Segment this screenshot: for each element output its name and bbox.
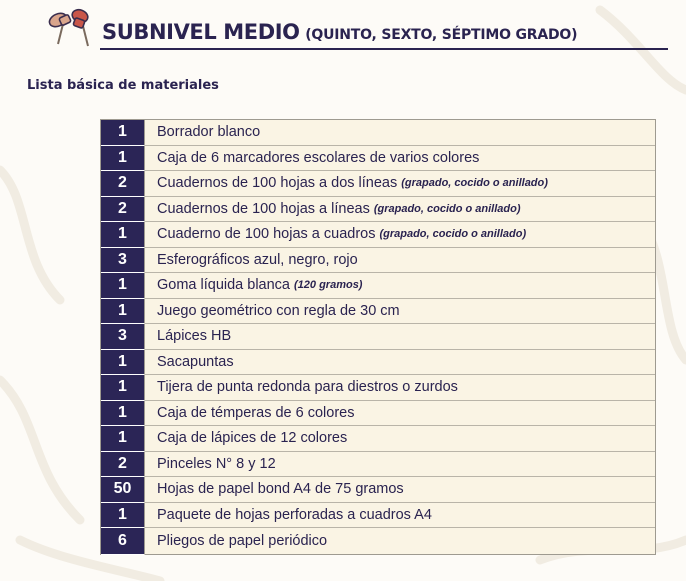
table-row xyxy=(101,401,655,427)
quantity-cell: 1 xyxy=(101,426,145,452)
title-divider xyxy=(100,48,668,50)
materials-table xyxy=(100,119,656,555)
item-label: Hojas de papel bond A4 de 75 gramos xyxy=(157,481,404,498)
item-label: Cuadernos de 100 hojas a dos líneas xyxy=(157,175,398,192)
quantity-cell: 1 xyxy=(101,222,145,248)
item-cell xyxy=(145,273,655,298)
quantity-cell: 6 xyxy=(101,528,145,555)
item-cell xyxy=(145,171,655,196)
item-label: Cuadernos de 100 hojas a líneas xyxy=(157,200,370,217)
item-note: (grapado, cocido o anillado) xyxy=(401,177,548,190)
item-cell xyxy=(145,324,655,349)
table-row xyxy=(101,299,655,325)
table-row xyxy=(101,528,655,554)
item-cell xyxy=(145,222,655,247)
quantity-cell: 1 xyxy=(101,401,145,427)
item-note: (grapado, cocido o anillado) xyxy=(379,228,527,241)
table-row xyxy=(101,324,655,350)
table-row xyxy=(101,375,655,401)
table-row xyxy=(101,426,655,452)
quantity-cell: 3 xyxy=(101,324,145,350)
item-label: Goma líquida blanca xyxy=(157,277,290,294)
quantity-cell: 1 xyxy=(101,350,145,376)
table-row xyxy=(101,477,655,503)
quantity-cell: 1 xyxy=(101,146,145,172)
section-subtitle: Lista básica de materiales xyxy=(27,78,219,93)
table-row xyxy=(101,197,655,223)
item-label: Pliegos de papel periódico xyxy=(157,532,328,549)
item-cell xyxy=(145,299,655,324)
item-label: Paquete de hojas perforadas a cuadros A4 xyxy=(157,506,432,523)
item-label: Tijera de punta redonda para diestros o zurdos xyxy=(157,379,458,396)
table-row xyxy=(101,120,655,146)
item-label: Esferográficos azul, negro, rojo xyxy=(157,251,358,268)
item-note: (grapado, cocido o anillado) xyxy=(373,202,521,215)
quantity-cell: 3 xyxy=(101,248,145,274)
table-row xyxy=(101,350,655,376)
item-label: Caja de lápices de 12 colores xyxy=(157,430,348,447)
item-cell xyxy=(145,503,655,528)
title-sub: (QUINTO, SEXTO, SÉPTIMO GRADO) xyxy=(305,27,578,43)
item-note: (120 gramos) xyxy=(294,279,363,292)
item-label: Caja de 6 marcadores escolares de varios colores xyxy=(157,149,480,166)
item-cell xyxy=(145,528,655,554)
table-row xyxy=(101,273,655,299)
header xyxy=(40,6,670,50)
item-cell xyxy=(145,426,655,451)
quantity-cell: 2 xyxy=(101,171,145,197)
quantity-cell: 2 xyxy=(101,197,145,223)
pushpins-icon xyxy=(44,6,96,50)
item-label: Borrador blanco xyxy=(157,124,261,141)
item-cell xyxy=(145,197,655,222)
table-row xyxy=(101,503,655,529)
quantity-cell: 1 xyxy=(101,273,145,299)
title-main: SUBNIVEL MEDIO xyxy=(102,20,300,44)
quantity-cell: 1 xyxy=(101,120,145,146)
item-label: Lápices HB xyxy=(157,328,232,345)
item-cell xyxy=(145,452,655,477)
table-row xyxy=(101,146,655,172)
item-label: Sacapuntas xyxy=(157,353,234,370)
item-cell xyxy=(145,401,655,426)
quantity-cell: 2 xyxy=(101,452,145,478)
quantity-cell: 1 xyxy=(101,503,145,529)
table-row xyxy=(101,222,655,248)
page-title xyxy=(102,20,577,44)
table-row xyxy=(101,452,655,478)
item-label: Cuaderno de 100 hojas a cuadros xyxy=(157,226,376,243)
table-row xyxy=(101,248,655,274)
quantity-cell: 1 xyxy=(101,299,145,325)
item-label: Caja de témperas de 6 colores xyxy=(157,404,355,421)
item-cell xyxy=(145,477,655,502)
table-row xyxy=(101,171,655,197)
quantity-cell: 1 xyxy=(101,375,145,401)
quantity-cell: 50 xyxy=(101,477,145,503)
item-label: Juego geométrico con regla de 30 cm xyxy=(157,302,400,319)
item-cell xyxy=(145,350,655,375)
item-cell xyxy=(145,248,655,273)
item-cell xyxy=(145,120,655,145)
item-cell xyxy=(145,375,655,400)
item-label: Pinceles N° 8 y 12 xyxy=(157,455,276,472)
item-cell xyxy=(145,146,655,171)
